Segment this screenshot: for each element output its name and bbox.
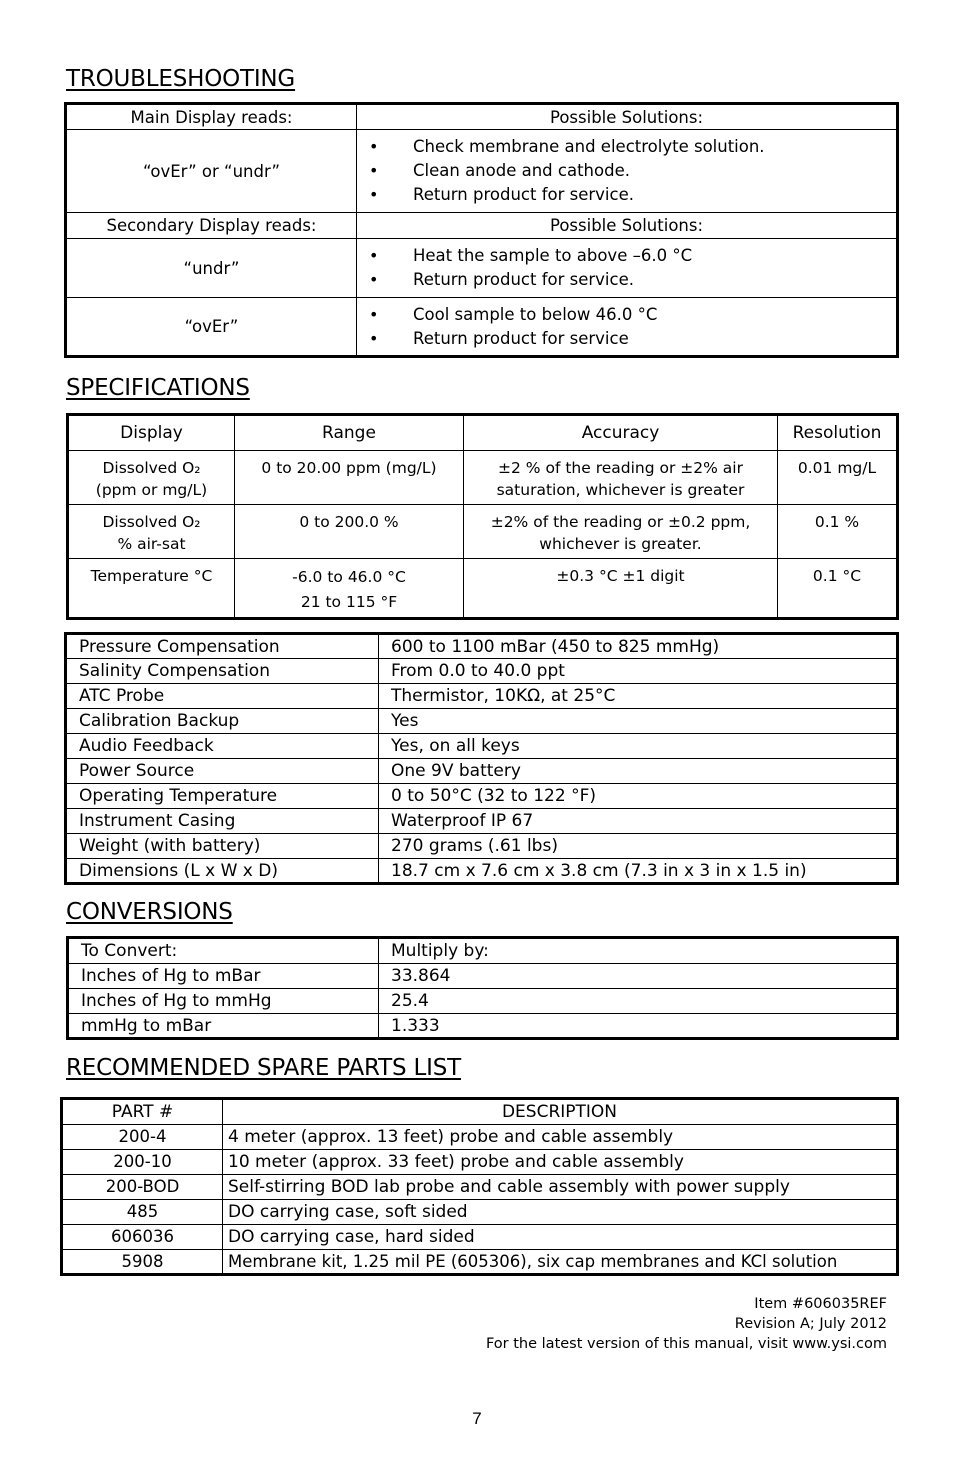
secondary-display-header-row [66, 213, 898, 239]
latest-version-note: For the latest version of this manual, visit www.ysi.com [485, 1336, 887, 1352]
column-range: Range [235, 415, 464, 451]
feature-row [66, 759, 898, 784]
spec-accuracy-line: ±2 % of the reading or ±2% air [498, 459, 743, 477]
spec-display-cell [68, 505, 235, 559]
revision: Revision A; July 2012 [734, 1316, 887, 1332]
specifications-table [66, 413, 899, 620]
item-number: Item #606035REF [754, 1296, 887, 1312]
feature-value: Yes [379, 709, 898, 734]
solution-item: • Return product for service. [357, 268, 896, 292]
conversions-table [66, 936, 899, 1040]
conversion-factor: 33.864 [379, 964, 898, 989]
feature-value: 18.7 cm x 7.6 cm x 3.8 cm (7.3 in x 3 in x 1.5 in) [379, 859, 898, 884]
features-table [64, 632, 899, 885]
main-display-header-row [66, 104, 898, 130]
part-description: DO carrying case, hard sided [223, 1225, 898, 1250]
feature-value: Yes, on all keys [379, 734, 898, 759]
troubleshooting-heading: TROUBLESHOOTING [66, 66, 296, 92]
spare-parts-table [60, 1097, 899, 1276]
spec-accuracy-line: ±0.3 °C ±1 digit [556, 567, 685, 585]
spec-row [68, 451, 898, 505]
feature-label: Audio Feedback [66, 734, 379, 759]
column-resolution: Resolution [778, 415, 898, 451]
spare-part-row [62, 1200, 898, 1225]
solution-item: • Return product for service. [357, 183, 896, 207]
troubleshooting-row [66, 130, 898, 213]
column-description: DESCRIPTION [223, 1099, 898, 1125]
part-number: 5908 [62, 1250, 223, 1275]
possible-solutions-header: Possible Solutions: [357, 213, 898, 239]
display-reading: “ovEr” or “undr” [66, 130, 357, 213]
feature-value: From 0.0 to 40.0 ppt [379, 659, 898, 684]
feature-row [66, 634, 898, 659]
spare-parts-heading: RECOMMENDED SPARE PARTS LIST [66, 1055, 461, 1081]
column-part-number: PART # [62, 1099, 223, 1125]
spare-part-row [62, 1175, 898, 1200]
troubleshooting-table [64, 102, 899, 358]
spec-resolution-cell: 0.1 °C [778, 559, 898, 619]
spec-row [68, 559, 898, 619]
column-to-convert: To Convert: [68, 938, 379, 964]
feature-label: Weight (with battery) [66, 834, 379, 859]
spare-parts-header-row [62, 1099, 898, 1125]
feature-value: 0 to 50°C (32 to 122 °F) [379, 784, 898, 809]
spec-accuracy-line: whichever is greater. [539, 535, 702, 553]
spec-row [68, 505, 898, 559]
secondary-display-header: Secondary Display reads: [66, 213, 357, 239]
spec-accuracy-line: ±2% of the reading or ±0.2 ppm, [490, 513, 751, 531]
conversion-factor: 25.4 [379, 989, 898, 1014]
solution-item: • Check membrane and electrolyte solution. [357, 135, 896, 159]
spec-range-line: 0 to 200.0 % [299, 513, 399, 531]
spec-accuracy-cell [464, 451, 778, 505]
conversion-row [68, 1014, 898, 1039]
spec-resolution-cell: 0.1 % [778, 505, 898, 559]
feature-value: Thermistor, 10KΩ, at 25°C [379, 684, 898, 709]
feature-row [66, 734, 898, 759]
feature-row [66, 659, 898, 684]
feature-label: ATC Probe [66, 684, 379, 709]
feature-row [66, 784, 898, 809]
display-reading: “undr” [66, 239, 357, 298]
part-description: Self-stirring BOD lab probe and cable assembly with power supply [223, 1175, 898, 1200]
display-reading: “ovEr” [66, 298, 357, 357]
column-multiply-by: Multiply by: [379, 938, 898, 964]
feature-value: Waterproof IP 67 [379, 809, 898, 834]
solution-item: • Return product for service [357, 327, 896, 351]
spec-range-cell [235, 559, 464, 619]
spec-display-line: % air-sat [117, 535, 186, 553]
part-number: 200-10 [62, 1150, 223, 1175]
conversion-from: Inches of Hg to mBar [68, 964, 379, 989]
spec-accuracy-cell [464, 559, 778, 619]
solution-item: • Cool sample to below 46.0 °C [357, 303, 896, 327]
conversion-from: Inches of Hg to mmHg [68, 989, 379, 1014]
feature-value: 270 grams (.61 lbs) [379, 834, 898, 859]
spec-range-line: -6.0 to 46.0 °C [292, 568, 406, 586]
feature-row [66, 859, 898, 884]
troubleshooting-row [66, 239, 898, 298]
spec-range-cell [235, 505, 464, 559]
feature-label: Operating Temperature [66, 784, 379, 809]
spec-accuracy-line: saturation, whichever is greater [496, 481, 745, 499]
feature-label: Pressure Compensation [66, 634, 379, 659]
possible-solutions-header: Possible Solutions: [357, 104, 898, 130]
spare-part-row [62, 1125, 898, 1150]
spec-header-row [68, 415, 898, 451]
solutions-cell [357, 298, 898, 357]
part-description: DO carrying case, soft sided [223, 1200, 898, 1225]
feature-label: Dimensions (L x W x D) [66, 859, 379, 884]
spare-part-row [62, 1225, 898, 1250]
conversion-factor: 1.333 [379, 1014, 898, 1039]
solution-item: • Clean anode and cathode. [357, 159, 896, 183]
conversions-header-row [68, 938, 898, 964]
column-accuracy: Accuracy [464, 415, 778, 451]
conversion-row [68, 964, 898, 989]
spec-display-cell [68, 559, 235, 619]
spec-range-cell [235, 451, 464, 505]
feature-row [66, 709, 898, 734]
feature-row [66, 834, 898, 859]
solution-item: • Heat the sample to above –6.0 °C [357, 244, 896, 268]
spec-resolution-cell: 0.01 mg/L [778, 451, 898, 505]
spec-range-line: 21 to 115 °F [300, 593, 398, 611]
spec-display-line: Temperature °C [90, 567, 213, 585]
feature-label: Salinity Compensation [66, 659, 379, 684]
spec-display-cell [68, 451, 235, 505]
spare-part-row [62, 1250, 898, 1275]
part-number: 200-BOD [62, 1175, 223, 1200]
feature-value: 600 to 1100 mBar (450 to 825 mmHg) [379, 634, 898, 659]
part-description: 4 meter (approx. 13 feet) probe and cable assembly [223, 1125, 898, 1150]
troubleshooting-row [66, 298, 898, 357]
feature-value: One 9V battery [379, 759, 898, 784]
feature-label: Instrument Casing [66, 809, 379, 834]
conversion-from: mmHg to mBar [68, 1014, 379, 1039]
feature-row [66, 809, 898, 834]
conversions-heading: CONVERSIONS [66, 899, 233, 925]
document-footer [486, 1294, 887, 1354]
part-description: Membrane kit, 1.25 mil PE (605306), six cap membranes and KCl solution [223, 1250, 898, 1275]
part-number: 606036 [62, 1225, 223, 1250]
part-number: 485 [62, 1200, 223, 1225]
spec-accuracy-cell [464, 505, 778, 559]
spec-display-line: Dissolved O₂ [102, 459, 201, 477]
feature-row [66, 684, 898, 709]
part-number: 200-4 [62, 1125, 223, 1150]
solutions-cell [357, 239, 898, 298]
main-display-header: Main Display reads: [66, 104, 357, 130]
spare-part-row [62, 1150, 898, 1175]
solutions-cell [357, 130, 898, 213]
spec-display-line: (ppm or mg/L) [95, 481, 208, 499]
spec-display-line: Dissolved O₂ [102, 513, 201, 531]
column-display: Display [68, 415, 235, 451]
feature-label: Power Source [66, 759, 379, 784]
spec-range-line: 0 to 20.00 ppm (mg/L) [261, 459, 437, 477]
page-number: 7 [472, 1409, 482, 1428]
feature-label: Calibration Backup [66, 709, 379, 734]
part-description: 10 meter (approx. 33 feet) probe and cable assembly [223, 1150, 898, 1175]
conversion-row [68, 989, 898, 1014]
specifications-heading: SPECIFICATIONS [66, 375, 250, 401]
